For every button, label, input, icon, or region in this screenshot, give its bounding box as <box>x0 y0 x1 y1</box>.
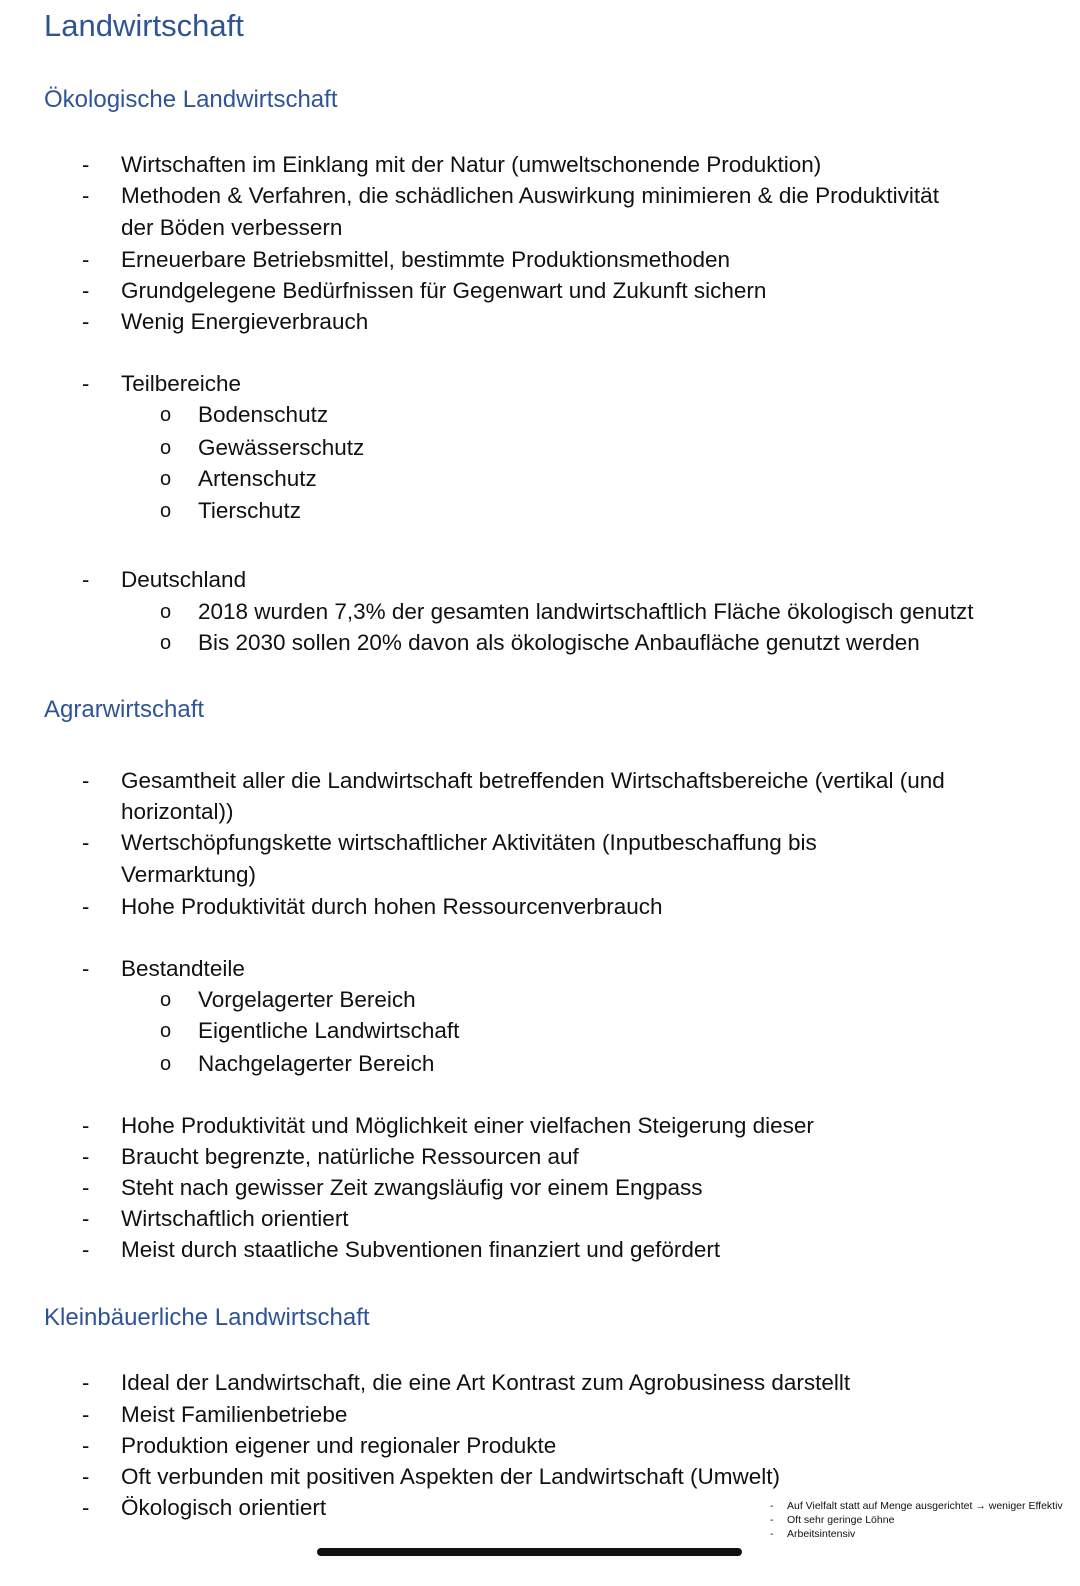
section-heading: Ökologische Landwirtschaft <box>44 86 338 113</box>
dash-bullet: - <box>82 278 90 303</box>
dash-bullet: - <box>82 1433 90 1458</box>
dash-bullet: - <box>82 1144 90 1169</box>
list-item: Teilbereiche <box>121 371 242 396</box>
list-item: Grundgelegene Bedürfnissen für Gegenwart und Zukunft sichern <box>121 278 767 303</box>
dash-bullet: - <box>770 1500 774 1512</box>
dash-bullet: - <box>82 1206 90 1231</box>
sub-list-item: 2018 wurden 7,3% der gesamten landwirtschaftlich Fläche ökologisch genutzt <box>198 599 974 624</box>
dash-bullet: - <box>82 1237 90 1262</box>
list-item: Wertschöpfungskette wirtschaftlicher Aktivitäten (Inputbeschaffung bis <box>121 830 817 855</box>
sub-list-item: Bodenschutz <box>198 402 329 427</box>
side-note: Auf Vielfalt statt auf Menge ausgerichtet → weniger Effektiv <box>787 1500 1063 1512</box>
list-item: Methoden & Verfahren, die schädlichen Auswirkung minimieren & die Produktivität <box>121 183 939 208</box>
circle-bullet: o <box>160 989 172 1011</box>
dash-bullet: - <box>82 567 90 592</box>
list-item-continuation: horizontal)) <box>121 799 234 824</box>
list-item: Produktion eigener und regionaler Produkte <box>121 1433 557 1458</box>
circle-bullet: o <box>160 632 172 654</box>
page-title: Landwirtschaft <box>44 8 244 43</box>
dash-bullet: - <box>82 309 90 334</box>
sub-list-item: Eigentliche Landwirtschaft <box>198 1018 460 1043</box>
list-item: Steht nach gewisser Zeit zwangsläufig vor einem Engpass <box>121 1175 703 1200</box>
circle-bullet: o <box>160 1020 172 1042</box>
dash-bullet: - <box>82 830 90 855</box>
dash-bullet: - <box>82 894 90 919</box>
list-item: Wirtschaften im Einklang mit der Natur (umweltschonende Produktion) <box>121 152 822 177</box>
list-item: Hohe Produktivität durch hohen Ressourcenverbrauch <box>121 894 663 919</box>
circle-bullet: o <box>160 500 172 522</box>
dash-bullet: - <box>82 247 90 272</box>
list-item-continuation: Vermarktung) <box>121 862 257 887</box>
dash-bullet: - <box>82 956 90 981</box>
list-item: Hohe Produktivität und Möglichkeit einer vielfachen Steigerung dieser <box>121 1113 814 1138</box>
section-heading: Agrarwirtschaft <box>44 696 205 723</box>
circle-bullet: o <box>160 437 172 459</box>
list-item: Wenig Energieverbrauch <box>121 309 369 334</box>
circle-bullet: o <box>160 1053 172 1075</box>
dash-bullet: - <box>82 1402 90 1427</box>
sub-list-item: Artenschutz <box>198 466 317 491</box>
sub-list-item: Nachgelagerter Bereich <box>198 1051 435 1076</box>
dash-bullet: - <box>770 1528 774 1540</box>
list-item: Ökologisch orientiert <box>121 1495 327 1520</box>
dash-bullet: - <box>82 152 90 177</box>
list-item: Wirtschaftlich orientiert <box>121 1206 349 1231</box>
dash-bullet: - <box>82 1113 90 1138</box>
circle-bullet: o <box>160 468 172 490</box>
sub-list-item: Gewässerschutz <box>198 435 365 460</box>
dash-bullet: - <box>82 768 90 793</box>
dash-bullet: - <box>82 1464 90 1489</box>
side-note: Oft sehr geringe Löhne <box>787 1514 895 1526</box>
dash-bullet: - <box>82 1495 90 1520</box>
list-item-continuation: der Böden verbessern <box>121 215 343 240</box>
list-item: Ideal der Landwirtschaft, die eine Art Kontrast zum Agrobusiness darstellt <box>121 1370 851 1395</box>
side-note: Arbeitsintensiv <box>787 1528 856 1540</box>
list-item: Erneuerbare Betriebsmittel, bestimmte Produktionsmethoden <box>121 247 731 272</box>
list-item: Deutschland <box>121 567 247 592</box>
list-item: Braucht begrenzte, natürliche Ressourcen auf <box>121 1144 579 1169</box>
sub-list-item: Tierschutz <box>198 498 301 523</box>
list-item: Gesamtheit aller die Landwirtschaft betreffenden Wirtschaftsbereiche (vertikal (und <box>121 768 945 793</box>
circle-bullet: o <box>160 601 172 623</box>
sub-list-item: Vorgelagerter Bereich <box>198 987 416 1012</box>
circle-bullet: o <box>160 404 172 426</box>
sub-list-item: Bis 2030 sollen 20% davon als ökologische Anbaufläche genutzt werden <box>198 630 920 655</box>
dash-bullet: - <box>82 1175 90 1200</box>
dash-bullet: - <box>82 1370 90 1395</box>
home-indicator <box>317 1548 742 1556</box>
dash-bullet: - <box>82 371 90 396</box>
dash-bullet: - <box>770 1514 774 1526</box>
list-item: Meist durch staatliche Subventionen finanziert und gefördert <box>121 1237 721 1262</box>
dash-bullet: - <box>82 183 90 208</box>
list-item: Oft verbunden mit positiven Aspekten der Landwirtschaft (Umwelt) <box>121 1464 781 1489</box>
list-item: Meist Familienbetriebe <box>121 1402 348 1427</box>
list-item: Bestandteile <box>121 956 245 981</box>
section-heading: Kleinbäuerliche Landwirtschaft <box>44 1304 370 1331</box>
